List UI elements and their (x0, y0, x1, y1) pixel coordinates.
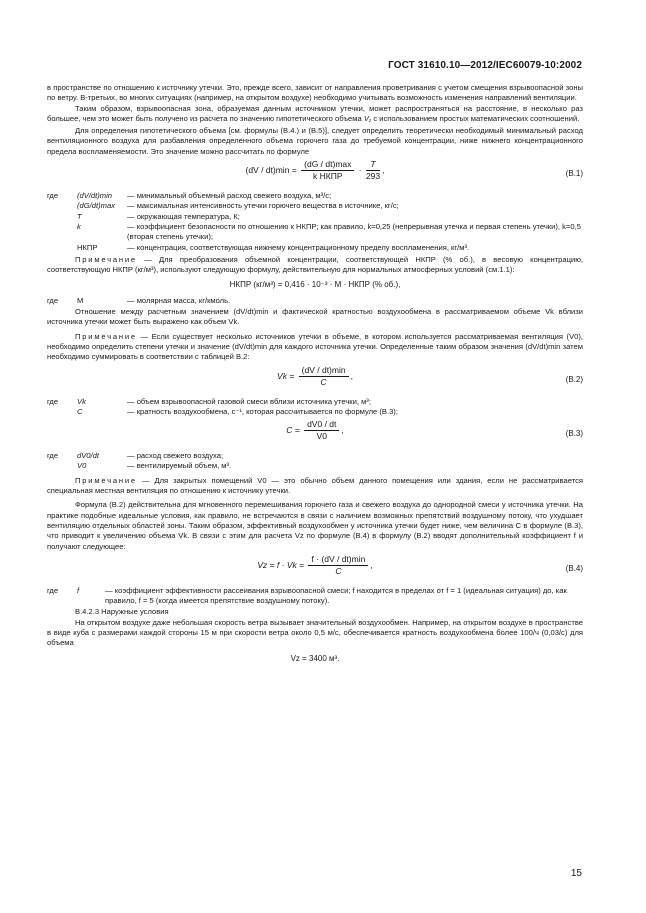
formula-b1: (dV / dt)min = $\frac{(dG / dt)\max}{\text{k НКПР}}$ · $\frac{T}{293}$ , (В.1) (245, 159, 583, 182)
formula-b4-number: (В.4) (565, 563, 583, 573)
formula-b4: Vz = f · Vk = $\frac{f \cdot (dV / dt)\min}{C}$ , (В.4) (257, 553, 583, 576)
definition-row: T — окружающая температура, К; (77, 211, 240, 221)
note-concentration: Примечание — Для преобразования объемной концентрации, соответствующей НКПР (% об.), в весовую концентрацию, соответствующую НКПР (кг/м³), используют следующую формулу, действительную для нормальных атмосферных условий (см.1.1): (47, 254, 583, 275)
paragraph-outdoor: На открытом воздухе даже небольшая скорость ветра вызывает значительный воздухообмен. Например, на открытом воздухе в пространстве в виде куба с размерами каждой стороны 15 м при скорости ветра около 0,5 м/с, обеспечивается кратность воздухообмена более 100/ч (0,03/с) для объема (47, 617, 583, 648)
formula-b3: C = $\frac{dV0 / dt}{V0}$ , (В.3) (286, 419, 583, 442)
paragraph-ratio: Отношение между расчетным значением (dV/dt)min и фактической кратностью воздухообмена в рассматриваемом объеме Vk вблизи источника утечки может быть выражено как объем Vk. (47, 307, 583, 327)
formula-nkpr: НКПР (кг/м³) = 0,416 · 10⁻³ · M · НКПР (% об.), (229, 280, 401, 290)
definition-f (47, 586, 583, 607)
formula-b1-fraction: $\frac{(dG / dt)\max}{\text{k НКПР}}$ (301, 159, 354, 182)
definition-row: V0 — вентилируемый объем, м³. (77, 461, 232, 471)
formula-b3-fraction: $\frac{dV0 / dt}{V0}$ (304, 419, 339, 442)
definition-row: k — коэффициент безопасности по отношению к НКПР; как правило, k=0,25 (непрерывная утечка и первая степень утечки), k=0,5 (вторая степень утечки); (77, 221, 581, 242)
paragraph-hypothetical-volume: Для определения гипотетического объема [см. формулы (В.4.) и (В.5)], следует определить теоретически необходимый минимальный расход вентиляционного воздуха для разбавления определенного объема горючего газа до требуемой концентрации, ниже нижнего концентрационного предела воспламеняемости. Это значение можно рассчитать по формуле (47, 126, 583, 156)
definitions-b2 (47, 397, 398, 418)
formula-b1-lhs: (dV / dt)min = (245, 164, 297, 175)
definition-row: C — кратность воздухообмена, с⁻¹, которая рассчитывается по формуле (В.3); (77, 406, 398, 416)
paragraph-wind-shift: в пространстве по отношению к источнику утечки. Это, прежде всего, зависит от направления проветривания с учетом смещения взрывоопасной зоны по ветру. В-третьих, во многих ситуациях (например, на открытом воздухе) необходимо учитывать возможность изменения направлений вентиляции. (47, 83, 583, 103)
formula-b2-number: (В.2) (565, 374, 583, 384)
definition-row: где (dV/dt)min — минимальный объемный расход свежего воздуха, м³/с; (47, 191, 332, 201)
definitions-b3 (47, 451, 231, 472)
formula-b2: Vk = $\frac{(dV / dt)\min}{C}$ , (В.2) (277, 364, 583, 387)
page-content (47, 83, 583, 669)
definition-row: (dG/dt)max — максимальная интенсивность утечки горючего вещества в источнике, кг/с; (77, 201, 399, 211)
formula-b3-number: (В.3) (565, 429, 583, 439)
definition-row: где f — коэффициент эффективности рассеивания взрывоопасной смеси; f находится в пределах от f = 1 (идеальная ситуация) до, как правило, f = 5 (когда имеется препятствие воздушному потоку). (47, 585, 567, 606)
definition-row: где Vk — объем взрывоопасной газовой смеси вблизи источника утечки, м³; (47, 396, 371, 406)
definition-row: где M — молярная масса, кг/кмоль. (47, 295, 231, 305)
formula-b1-number: (В.1) (565, 169, 583, 179)
formula-b2-fraction: $\frac{(dV / dt)\min}{C}$ (299, 365, 349, 388)
paragraph-mixing: Формула (В.2) действительна для мгновенного перемешивания горючего газа и свежего воздуха до однородной смеси у источника утечки. На практике подобные идеальные условия, как правило, не встречаются в связи с наличием возможных препятствий воздушному потоку, что ухудшает вентиляцию отдельных областей зоны. Таким образом, эффективный воздухообмен у источника утечки будет ниже, чем величина C в формуле (В.3), что приводит к увеличению объема Vk. В связи с этим для расчета Vz по формуле (В.4) в формулу (В.2) вводят дополнительный коэффициент f и получают следующее: (47, 500, 583, 551)
definitions-b1 (47, 191, 583, 253)
page-number: 15 (570, 868, 582, 879)
paragraph-zone-spread: Таким образом, взрывоопасная зона, образуемая данным источником утечки, может распространяться на расстояние, в несколько раз большее, чем это может быть получено из расчета по значению гипотетического объема $V_z$ с использованием простых математических соотношений. (47, 103, 583, 123)
formula-b4-fraction: $\frac{f \cdot (dV / dt)\min}{C}$ (308, 554, 368, 577)
definition-row: НКПР — концентрация, соответствующая нижнему концентрационному пределу воспламенения, кг/м³. (77, 242, 470, 252)
vz-value: Vz = 3400 м³. (290, 653, 340, 663)
standard-header: ГОСТ 31610.10—2012/IEC60079-10:2002 (388, 60, 582, 71)
note-closed-rooms: Примечание — Для закрытых помещений V0 — это обычно объем данного помещения или здания, если не рассматривается специальная местная вентиляция по отношению к источнику утечки. (47, 475, 583, 496)
definition-molar-mass (47, 296, 230, 306)
definition-row: где dV0/dt — расход свежего воздуха; (47, 451, 224, 461)
section-heading-outdoor: В.4.2.3 Наружные условия (75, 607, 169, 617)
formula-b1-temp-fraction: $\frac{T}{293}$ (365, 159, 381, 182)
note-multiple-sources: Примечание — Если существует несколько источников утечки в объеме, в котором используется рассматриваемая вентиляция (V0), необходимо определить степени утечки и значение (dV/dt)min для каждого источника утечки. Определенные таким образом значения (dV/dt)min затем необходимо суммировать в соответствии с таблицей В.2: (47, 331, 583, 362)
